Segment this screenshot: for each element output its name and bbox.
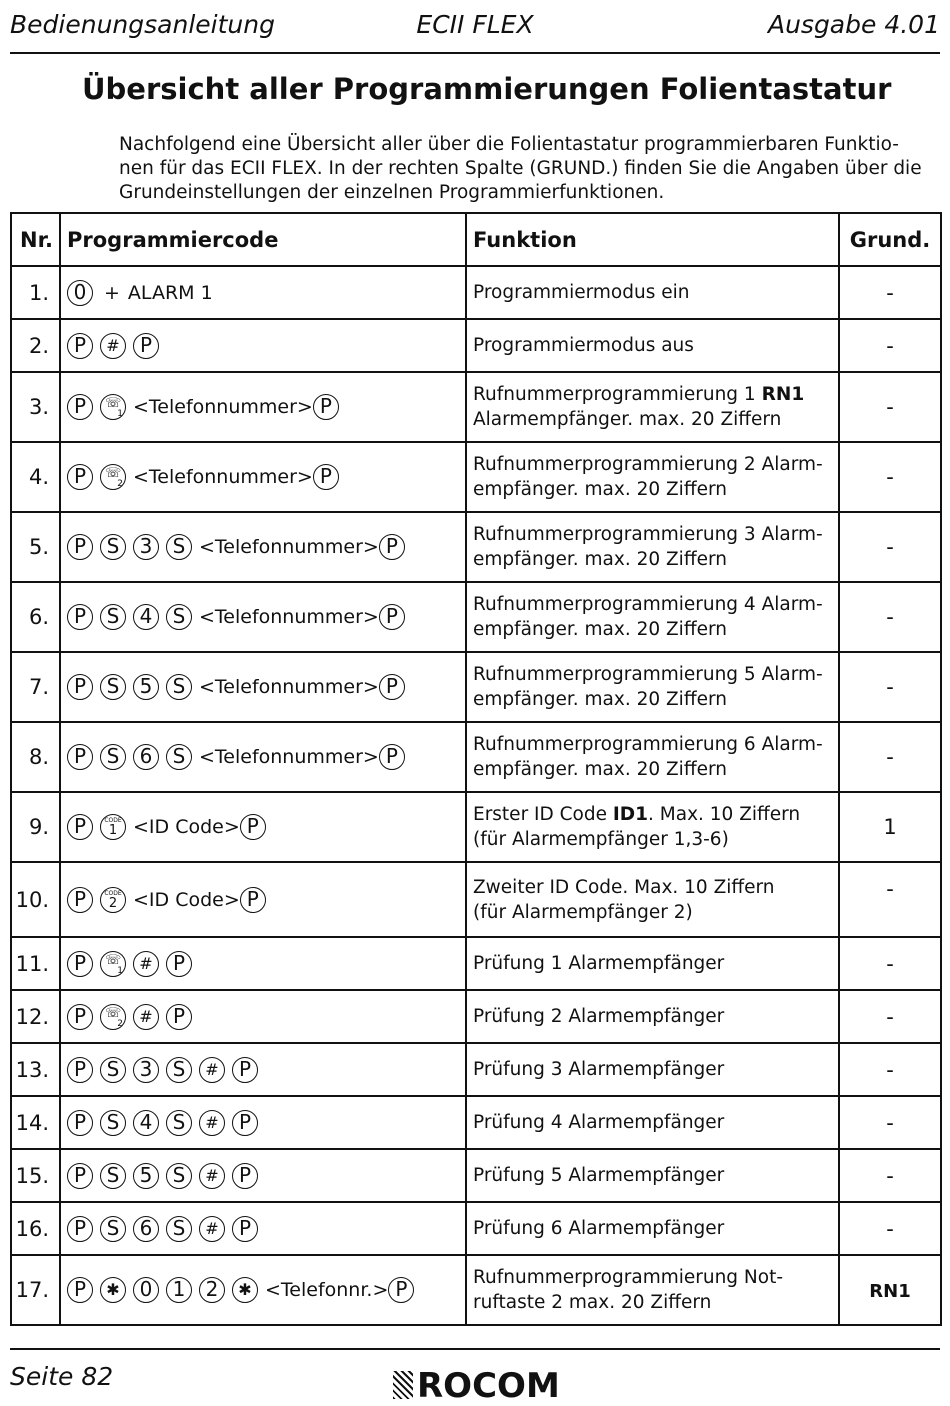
- default-value-text: -: [886, 877, 894, 901]
- intro-paragraph: [119, 133, 929, 205]
- key-p-icon: P: [166, 951, 192, 977]
- default-value-text: -: [886, 951, 894, 976]
- key-p-icon: P: [67, 887, 93, 913]
- key-p-icon: P: [133, 333, 159, 359]
- programming-code: [60, 582, 466, 652]
- programming-code: [60, 1043, 466, 1096]
- table-row: [11, 722, 941, 792]
- row-number: 5.: [11, 512, 60, 582]
- function-text: ruftaste 2 max. 20 Ziffern: [473, 1292, 712, 1313]
- programming-code: [60, 266, 466, 319]
- key-p-icon: P: [379, 534, 405, 560]
- default-value: [839, 937, 941, 990]
- function-description: [466, 319, 839, 372]
- key-hash-icon: #: [100, 333, 126, 359]
- programming-table: [10, 212, 942, 1326]
- key-hash-icon: #: [133, 1004, 159, 1030]
- function-description: [466, 652, 839, 722]
- key-hash-icon: #: [199, 1163, 225, 1189]
- function-line: [473, 407, 838, 432]
- header-left: Bedienungsanleitung: [10, 10, 275, 39]
- default-value: [839, 652, 941, 722]
- default-value: [839, 990, 941, 1043]
- function-line: [473, 592, 838, 617]
- function-text: Rufnummerprogrammierung Not-: [473, 1267, 784, 1288]
- key-4-icon: 4: [133, 1110, 159, 1136]
- key-hash-icon: #: [199, 1110, 225, 1136]
- function-description: [466, 372, 839, 442]
- key-p-icon: P: [67, 1057, 93, 1083]
- key-p-icon: P: [67, 1110, 93, 1136]
- function-text: Prüfung 1 Alarmempfänger: [473, 953, 725, 974]
- row-number: 16.: [11, 1202, 60, 1255]
- phone-glyph-icon: ☏: [105, 466, 122, 481]
- programming-code: [60, 512, 466, 582]
- function-line: [473, 1110, 838, 1135]
- header-center: ECII FLEX: [416, 10, 534, 39]
- intro-line: Grundeinstellungen der einzelnen Programmierfunktionen.: [119, 182, 665, 203]
- intro-line: Nachfolgend eine Übersicht aller über die Folientastatur programmierbaren Funktio-: [119, 134, 899, 155]
- function-description: [466, 862, 839, 937]
- function-text: Zweiter ID Code. Max. 10 Ziffern: [473, 876, 775, 898]
- key-p-icon: P: [67, 1163, 93, 1189]
- key-s-icon: S: [166, 1110, 192, 1136]
- default-value-text: -: [886, 535, 894, 559]
- function-bold-text: ID1: [612, 804, 649, 825]
- logo-mark-icon: [393, 1371, 413, 1399]
- default-value-text: -: [886, 745, 894, 769]
- row-number: 8.: [11, 722, 60, 792]
- key-p-icon: P: [67, 1216, 93, 1242]
- table-row: [11, 266, 941, 319]
- function-text: Prüfung 5 Alarmempfänger: [473, 1165, 725, 1186]
- key-p-icon: P: [67, 674, 93, 700]
- phone-glyph-icon: ☏: [105, 1005, 122, 1021]
- default-value-text: -: [886, 280, 894, 305]
- code-key-icon: [100, 814, 126, 840]
- function-line: [473, 951, 838, 976]
- default-value: [839, 1149, 941, 1202]
- phone-glyph-icon: ☏: [105, 952, 122, 968]
- function-line: [473, 687, 838, 712]
- key-p-icon: P: [67, 951, 93, 977]
- programming-code: [60, 442, 466, 512]
- function-text: (für Alarmempfänger 2): [473, 901, 693, 923]
- key-p-icon: P: [379, 604, 405, 630]
- function-line: [473, 827, 838, 852]
- code-text: <Telefonnummer>: [199, 606, 379, 628]
- row-number: 14.: [11, 1096, 60, 1149]
- function-text: Rufnummerprogrammierung 5 Alarm-: [473, 664, 823, 685]
- function-text: Prüfung 4 Alarmempfänger: [473, 1112, 725, 1133]
- key-p-icon: P: [67, 464, 93, 490]
- table-row: [11, 937, 941, 990]
- code-text: <ID Code>: [133, 888, 240, 911]
- function-line: [473, 1265, 838, 1290]
- function-text: Prüfung 2 Alarmempfänger: [473, 1006, 725, 1027]
- default-value: [839, 512, 941, 582]
- programming-code: [60, 722, 466, 792]
- function-text: Programmiermodus ein: [473, 282, 690, 303]
- default-value: [839, 1043, 941, 1096]
- key-5-icon: 5: [133, 1163, 159, 1189]
- key-p-icon: P: [240, 887, 266, 913]
- programming-code: [60, 792, 466, 862]
- default-value-text: -: [886, 675, 894, 699]
- row-number: 12.: [11, 990, 60, 1043]
- function-line: [473, 522, 838, 547]
- function-description: [466, 582, 839, 652]
- key-2-icon: 2: [199, 1277, 225, 1303]
- row-number: 9.: [11, 792, 60, 862]
- key-p-icon: P: [67, 333, 93, 359]
- table-row: [11, 1096, 941, 1149]
- key-s-icon: S: [166, 604, 192, 630]
- row-number: 2.: [11, 319, 60, 372]
- table-row: [11, 512, 941, 582]
- function-bold-text: RN1: [761, 384, 805, 405]
- table-row: [11, 792, 941, 862]
- logo-text: ROCOM: [417, 1366, 560, 1406]
- key-star-icon: ✱: [232, 1277, 258, 1303]
- default-value-text: -: [886, 333, 894, 358]
- function-description: [466, 442, 839, 512]
- code-text: <Telefonnummer>: [133, 396, 313, 418]
- table-row: [11, 1202, 941, 1255]
- default-value-text: -: [886, 1057, 894, 1082]
- default-value-text: RN1: [869, 1281, 911, 1302]
- key-s-icon: S: [100, 1216, 126, 1242]
- code-text: <Telefonnummer>: [199, 676, 379, 698]
- key-p-icon: P: [67, 744, 93, 770]
- code-key-number: 2: [108, 895, 118, 911]
- row-number: 15.: [11, 1149, 60, 1202]
- programming-code: [60, 937, 466, 990]
- key-s-icon: S: [100, 1057, 126, 1083]
- function-text: Rufnummerprogrammierung 2 Alarm-: [473, 454, 823, 475]
- key-s-icon: S: [166, 744, 192, 770]
- function-line: [473, 757, 838, 782]
- page-number: Seite 82: [10, 1362, 114, 1391]
- function-line: [473, 732, 838, 757]
- key-6-icon: 6: [133, 1216, 159, 1242]
- table-row: [11, 862, 941, 937]
- row-number: 11.: [11, 937, 60, 990]
- default-value: [839, 319, 941, 372]
- default-value: [839, 1202, 941, 1255]
- key-1-icon: 1: [166, 1277, 192, 1303]
- table-row: [11, 1043, 941, 1096]
- function-text: empfänger. max. 20 Ziffern: [473, 689, 727, 710]
- function-description: [466, 1202, 839, 1255]
- phone-key-number: 1: [117, 409, 123, 419]
- function-description: [466, 1149, 839, 1202]
- function-line: [473, 452, 838, 477]
- function-line: [473, 280, 838, 305]
- table-header-row: [11, 213, 941, 266]
- phone-key-icon: [100, 464, 126, 490]
- function-description: [466, 512, 839, 582]
- default-value: [839, 1255, 941, 1325]
- default-value: [839, 266, 941, 319]
- default-value: [839, 862, 941, 937]
- function-line: [473, 802, 838, 827]
- key-p-icon: P: [232, 1110, 258, 1136]
- row-number: 13.: [11, 1043, 60, 1096]
- col-header-funktion: Funktion: [466, 213, 839, 266]
- function-text: (für Alarmempfänger 1,3-6): [473, 829, 729, 850]
- key-p-icon: P: [67, 534, 93, 560]
- function-line: [473, 382, 838, 407]
- function-line: [473, 1004, 838, 1029]
- key-3-icon: 3: [133, 1057, 159, 1083]
- table-row: [11, 1149, 941, 1202]
- function-text: . Max. 10 Ziffern: [648, 804, 801, 825]
- function-text: Prüfung 3 Alarmempfänger: [473, 1059, 725, 1080]
- programming-code: [60, 1255, 466, 1325]
- key-p-icon: P: [379, 674, 405, 700]
- plus-sign: +: [104, 281, 120, 304]
- phone-key-number: 2: [117, 1018, 123, 1029]
- table-row: [11, 319, 941, 372]
- intro-line: nen für das ECII FLEX. In der rechten Spalte (GRUND.) finden Sie die Angaben über die: [119, 158, 922, 179]
- function-description: [466, 266, 839, 319]
- key-p-icon: P: [313, 394, 339, 420]
- programming-code: [60, 1149, 466, 1202]
- row-number: 1.: [11, 266, 60, 319]
- code-text: <Telefonnummer>: [199, 746, 379, 768]
- key-p-icon: P: [313, 464, 339, 490]
- default-value-text: 1: [883, 815, 897, 839]
- function-text: Rufnummerprogrammierung 1: [473, 384, 762, 405]
- col-header-nr: Nr.: [11, 213, 60, 266]
- row-number: 3.: [11, 372, 60, 442]
- code-key-number: 1: [108, 823, 118, 838]
- col-header-grund: Grund.: [839, 213, 941, 266]
- default-value-text: -: [886, 605, 894, 629]
- key-0-icon: 0: [67, 280, 93, 306]
- code-key-icon: [100, 887, 126, 913]
- key-p-icon: P: [166, 1004, 192, 1030]
- function-line: [473, 900, 838, 925]
- function-line: [473, 1163, 838, 1188]
- key-p-icon: P: [67, 814, 93, 840]
- key-s-icon: S: [100, 604, 126, 630]
- phone-key-number: 1: [117, 965, 123, 976]
- table-row: [11, 442, 941, 512]
- function-text: Alarmempfänger. max. 20 Ziffern: [473, 409, 782, 430]
- programming-code: [60, 1096, 466, 1149]
- function-description: [466, 722, 839, 792]
- key-p-icon: P: [67, 1004, 93, 1030]
- function-text: Erster ID Code: [473, 804, 613, 825]
- table-row: [11, 652, 941, 722]
- default-value-text: -: [886, 1004, 894, 1029]
- key-s-icon: S: [166, 1163, 192, 1189]
- function-line: [473, 477, 838, 502]
- function-description: [466, 1096, 839, 1149]
- table-row: [11, 372, 941, 442]
- code-text: <Telefonnummer>: [199, 536, 379, 558]
- table-row: [11, 582, 941, 652]
- default-value: [839, 372, 941, 442]
- default-value-text: -: [886, 1110, 894, 1135]
- programming-code: [60, 1202, 466, 1255]
- function-line: [473, 662, 838, 687]
- default-value-text: -: [886, 1163, 894, 1188]
- code-text: <ID Code>: [133, 816, 240, 838]
- default-value-text: -: [886, 1216, 894, 1241]
- programming-code: [60, 862, 466, 937]
- page-footer: [10, 1348, 940, 1406]
- key-6-icon: 6: [133, 744, 159, 770]
- function-description: [466, 1255, 839, 1325]
- function-description: [466, 937, 839, 990]
- key-p-icon: P: [67, 394, 93, 420]
- key-s-icon: S: [100, 1110, 126, 1136]
- key-s-icon: S: [100, 674, 126, 700]
- function-line: [473, 1290, 838, 1315]
- function-text: Programmiermodus aus: [473, 335, 694, 356]
- function-line: [473, 1057, 838, 1082]
- code-key-caption-icon: CODE: [104, 817, 122, 824]
- default-value: [839, 1096, 941, 1149]
- table-row: [11, 1255, 941, 1325]
- programming-code: [60, 319, 466, 372]
- row-number: 7.: [11, 652, 60, 722]
- code-key-caption-icon: CODE: [104, 889, 122, 897]
- function-text: empfänger. max. 20 Ziffern: [473, 549, 727, 570]
- key-p-icon: P: [379, 744, 405, 770]
- programming-code: [60, 652, 466, 722]
- key-p-icon: P: [232, 1057, 258, 1083]
- key-0-icon: 0: [133, 1277, 159, 1303]
- table-body: [11, 266, 941, 1325]
- key-star-icon: ✱: [100, 1277, 126, 1303]
- key-hash-icon: #: [199, 1216, 225, 1242]
- programming-code: [60, 990, 466, 1043]
- key-s-icon: S: [166, 534, 192, 560]
- key-4-icon: 4: [133, 604, 159, 630]
- phone-key-number: 2: [117, 479, 123, 489]
- key-s-icon: S: [166, 674, 192, 700]
- function-line: [473, 547, 838, 572]
- key-s-icon: S: [166, 1216, 192, 1242]
- default-value: [839, 792, 941, 862]
- function-text: empfänger. max. 20 Ziffern: [473, 479, 727, 500]
- programming-code: [60, 372, 466, 442]
- function-text: Rufnummerprogrammierung 3 Alarm-: [473, 524, 823, 545]
- table-row: [11, 990, 941, 1043]
- function-text: empfänger. max. 20 Ziffern: [473, 759, 727, 780]
- function-line: [473, 1216, 838, 1241]
- default-value: [839, 442, 941, 512]
- key-p-icon: P: [232, 1216, 258, 1242]
- function-description: [466, 990, 839, 1043]
- key-hash-icon: #: [133, 951, 159, 977]
- function-text: empfänger. max. 20 Ziffern: [473, 619, 727, 640]
- code-text: <Telefonnummer>: [133, 466, 313, 488]
- default-value: [839, 722, 941, 792]
- rocom-logo: [393, 1366, 560, 1406]
- code-text: <Telefonnr.>: [265, 1279, 389, 1301]
- key-p-icon: P: [67, 1277, 93, 1303]
- key-s-icon: S: [100, 534, 126, 560]
- function-line: [473, 617, 838, 642]
- phone-glyph-icon: ☏: [105, 396, 122, 411]
- key-s-icon: S: [100, 1163, 126, 1189]
- row-number: 10.: [11, 862, 60, 937]
- page-header: [10, 4, 940, 54]
- header-right: Ausgabe 4.01: [767, 10, 940, 39]
- key-s-icon: S: [100, 744, 126, 770]
- default-value-text: -: [886, 395, 894, 419]
- key-3-icon: 3: [133, 534, 159, 560]
- function-description: [466, 792, 839, 862]
- row-number: 6.: [11, 582, 60, 652]
- key-p-icon: P: [232, 1163, 258, 1189]
- function-line: [473, 333, 838, 358]
- phone-key-icon: [100, 951, 126, 977]
- phone-key-icon: [100, 394, 126, 420]
- function-text: Rufnummerprogrammierung 6 Alarm-: [473, 734, 823, 755]
- code-text: ALARM 1: [127, 281, 213, 304]
- row-number: 17.: [11, 1255, 60, 1325]
- function-line: [473, 875, 838, 900]
- function-text: Rufnummerprogrammierung 4 Alarm-: [473, 594, 823, 615]
- key-p-icon: P: [67, 604, 93, 630]
- default-value-text: -: [886, 465, 894, 489]
- phone-key-icon: [100, 1004, 126, 1030]
- row-number: 4.: [11, 442, 60, 512]
- key-5-icon: 5: [133, 674, 159, 700]
- function-description: [466, 1043, 839, 1096]
- default-value: [839, 582, 941, 652]
- key-p-icon: P: [388, 1277, 414, 1303]
- key-s-icon: S: [166, 1057, 192, 1083]
- function-text: Prüfung 6 Alarmempfänger: [473, 1218, 725, 1239]
- page-title: Übersicht aller Programmierungen Folientastatur: [82, 72, 892, 106]
- key-hash-icon: #: [199, 1057, 225, 1083]
- col-header-code: Programmiercode: [60, 213, 466, 266]
- key-p-icon: P: [240, 814, 266, 840]
